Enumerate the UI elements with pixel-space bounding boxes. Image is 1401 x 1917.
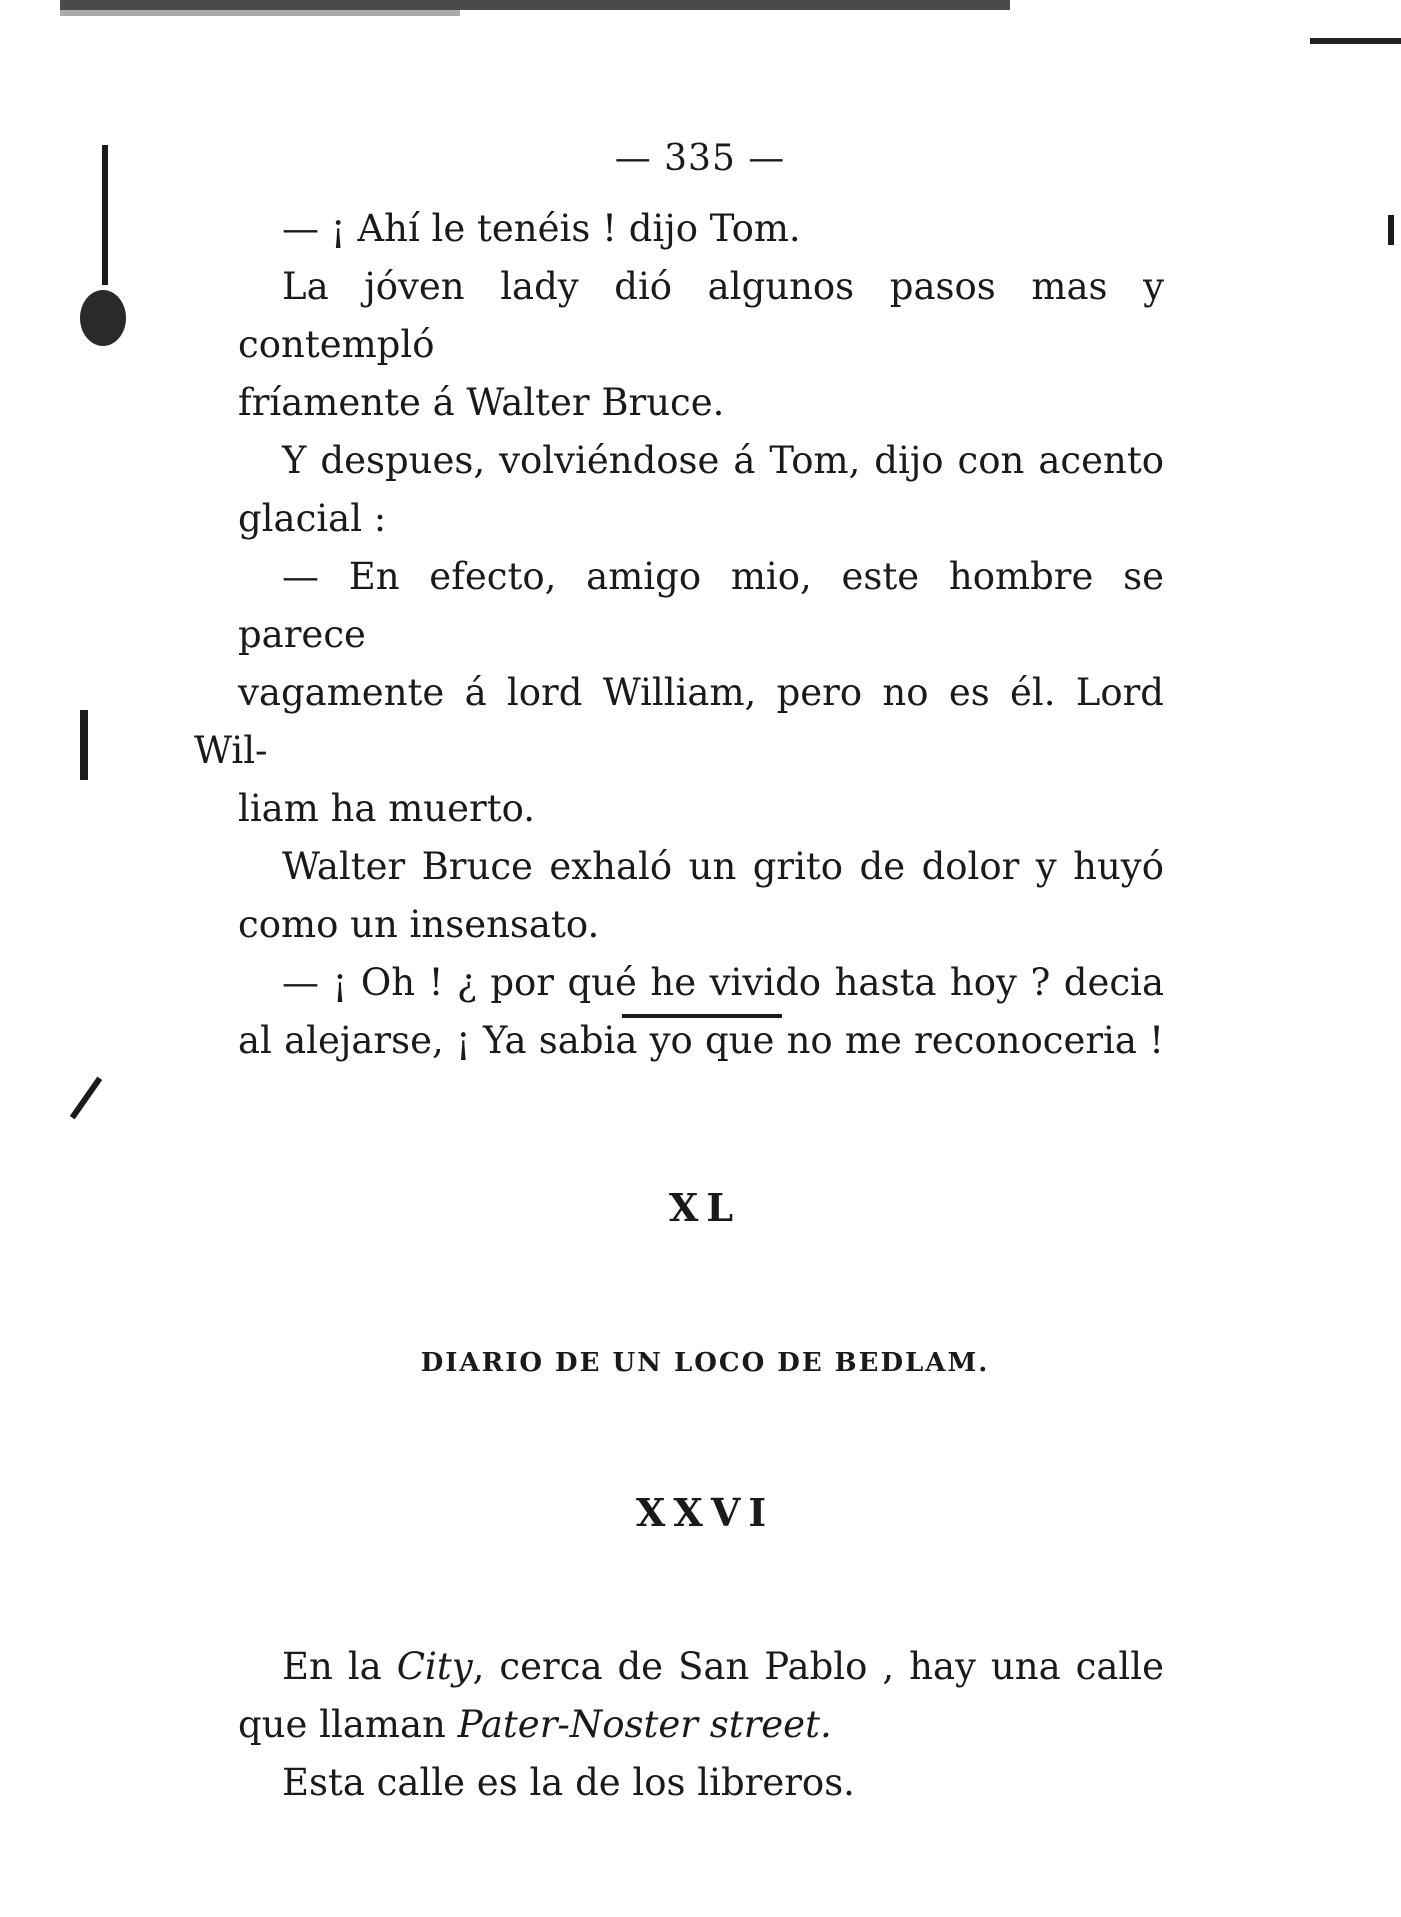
text-span: que llaman xyxy=(238,1703,458,1746)
paragraph xyxy=(238,954,1164,1070)
paragraph xyxy=(238,838,1164,954)
text-line: al alejarse, ¡ Ya sabia yo que no me reconoceria ! xyxy=(238,1019,1164,1062)
paragraph xyxy=(238,1638,1164,1754)
text-line xyxy=(194,1696,1164,1754)
text-span: En la xyxy=(282,1645,397,1688)
section-divider xyxy=(622,1014,782,1018)
text-span: , cerca de San Pablo , hay una calle xyxy=(472,1645,1164,1688)
text-line: liam ha muerto. xyxy=(238,787,535,830)
chapter-subtitle: DIARIO DE UN LOCO DE BEDLAM. xyxy=(420,1348,990,1378)
text-line: fríamente á Walter Bruce. xyxy=(238,381,725,424)
chapter-numeral: XL xyxy=(668,1185,742,1230)
paragraph xyxy=(238,432,1164,548)
scan-edge-artifact xyxy=(1310,38,1401,44)
text-line: — ¡ Oh ! ¿ por qué he vivido hasta hoy ? decia xyxy=(282,961,1164,1004)
margin-ink-blot xyxy=(80,290,126,346)
body-text-bottom xyxy=(238,1638,1164,1812)
body-text-top xyxy=(194,200,1164,1070)
margin-ink-mark xyxy=(70,1077,102,1120)
text-line: Y despues, volviéndose á Tom, dijo con acento xyxy=(282,439,1164,482)
text-line: glacial : xyxy=(238,497,387,540)
text-line: La jóven lady dió algunos pasos mas y contempló xyxy=(238,265,1164,366)
text-line: Esta calle es la de los libreros. xyxy=(282,1761,855,1804)
text-line xyxy=(238,1638,1164,1696)
text-line: vagamente á lord William, pero no es él. Lord Wil- xyxy=(194,671,1164,772)
italic-term-city: City xyxy=(396,1645,473,1688)
margin-ink-mark xyxy=(80,710,88,780)
scan-edge-artifact xyxy=(60,10,460,16)
text-line: — En efecto, amigo mio, este hombre se parece xyxy=(238,555,1164,656)
italic-term-street: Pater-Noster street. xyxy=(457,1703,832,1746)
text-line: Walter Bruce exhaló un grito de dolor y huyó xyxy=(282,845,1164,888)
paragraph xyxy=(238,258,1164,432)
margin-ink-mark xyxy=(1388,215,1394,245)
paragraph xyxy=(238,200,1164,258)
text-line: como un insensato. xyxy=(238,903,600,946)
page-number: — 335 — xyxy=(614,138,786,179)
text-line: — ¡ Ahí le tenéis ! dijo Tom. xyxy=(282,207,801,250)
section-numeral: XXVI xyxy=(635,1490,775,1535)
margin-ink-mark xyxy=(102,145,108,285)
scan-edge-artifact xyxy=(60,0,1010,10)
paragraph xyxy=(194,548,1164,838)
paragraph xyxy=(238,1754,1164,1812)
